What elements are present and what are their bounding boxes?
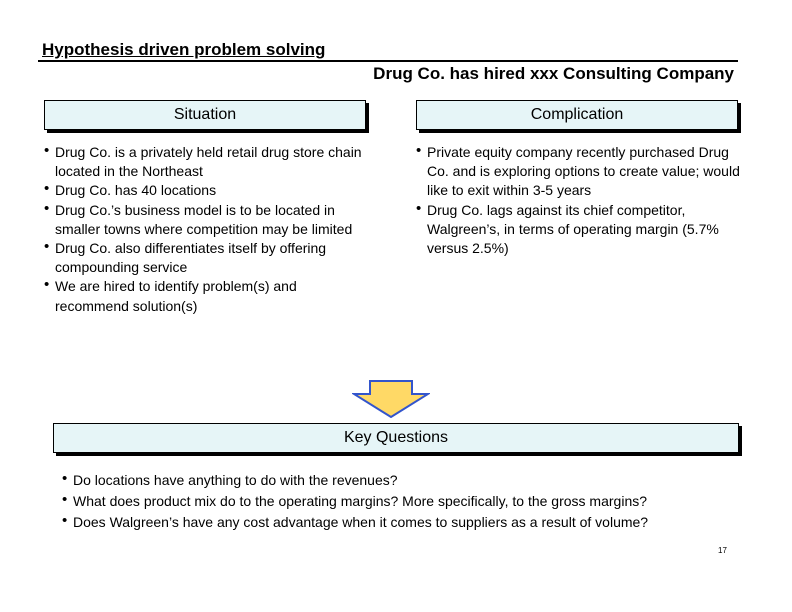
key-question-bullet <box>62 470 752 491</box>
bullet-dot: • <box>416 199 422 217</box>
situation-bullet <box>44 201 364 239</box>
bullet-dot: • <box>44 238 50 256</box>
bullet-text: Drug Co. lags against its chief competitor, Walgreen’s, in terms of operating margin (5.7% versus 2.5%) <box>427 201 719 257</box>
complication-list <box>416 143 740 258</box>
bullet-text: Drug Co.’s business model is to be located in smaller towns where competition may be limited <box>55 201 353 237</box>
page-number: 17 <box>718 546 727 555</box>
bullet-text: Drug Co. has 40 locations <box>55 182 217 199</box>
situation-list <box>44 143 364 316</box>
situation-bullet <box>44 143 364 181</box>
situation-header-label: Situation <box>173 106 237 123</box>
bullet-dot: • <box>62 470 68 487</box>
bullet-dot: • <box>62 491 68 508</box>
bullet-dot: • <box>62 512 68 529</box>
bullet-text: Does Walgreen’s have any cost advantage when it comes to suppliers as a result of volume? <box>73 514 649 530</box>
complication-header-label: Complication <box>530 106 624 123</box>
key-questions-list <box>62 470 752 533</box>
complication-header <box>416 100 738 130</box>
slide-subtitle: Drug Co. has hired xxx Consulting Company <box>373 64 734 83</box>
bullet-text: We are hired to identify problem(s) and recommend solution(s) <box>55 278 297 314</box>
down-arrow-icon <box>352 380 430 418</box>
title-rule <box>38 60 738 62</box>
bullet-dot: • <box>44 142 50 159</box>
bullet-text: Drug Co. is a privately held retail drug store chain located in the Northeast <box>55 144 362 180</box>
bullet-text: What does product mix do to the operating margins? More specifically, to the gross margins? <box>73 493 648 509</box>
key-question-bullet <box>62 512 752 533</box>
complication-bullet <box>416 201 740 259</box>
bullet-dot: • <box>44 199 50 217</box>
bullet-text: Private equity company recently purchased Drug Co. and is exploring options to create value; would like to exit within 3-5 years <box>427 144 740 199</box>
key-questions-header-label: Key Questions <box>343 429 449 446</box>
slide-title: Hypothesis driven problem solving <box>42 40 326 59</box>
bullet-text: Do locations have anything to do with the revenues? <box>73 472 398 488</box>
bullet-dot: • <box>44 276 50 294</box>
key-questions-header <box>53 423 739 453</box>
situation-bullet <box>44 181 364 200</box>
bullet-dot: • <box>44 180 50 198</box>
situation-bullet <box>44 277 364 315</box>
situation-header <box>44 100 366 130</box>
bullet-text: Drug Co. also differentiates itself by offering compounding service <box>55 240 327 276</box>
key-question-bullet <box>62 491 752 512</box>
bullet-dot: • <box>416 142 422 159</box>
situation-bullet <box>44 239 364 277</box>
complication-bullet <box>416 143 740 201</box>
